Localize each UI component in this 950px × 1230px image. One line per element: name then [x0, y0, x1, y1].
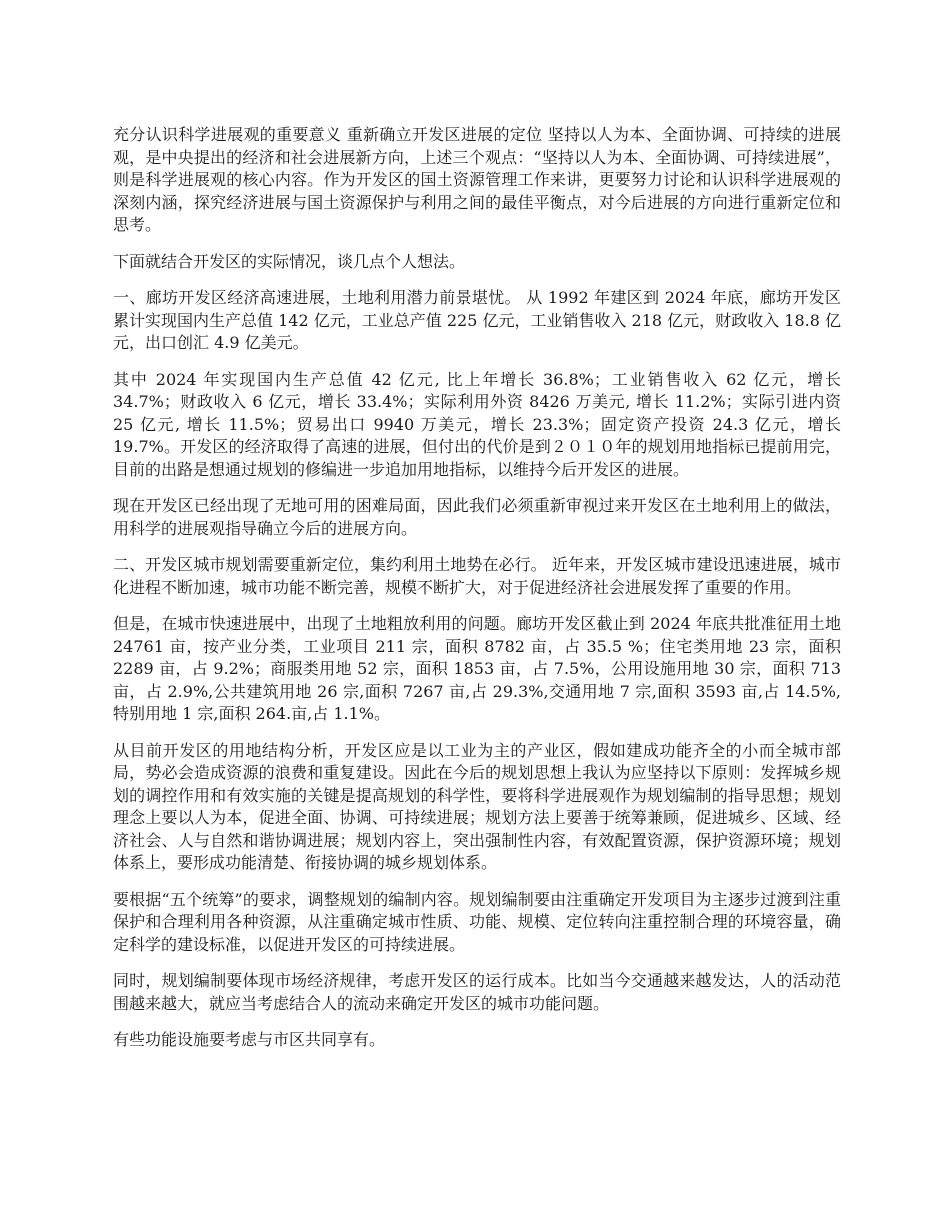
paragraph-five-coordinations: 要根据“五个统筹”的要求，调整规划的编制内容。规划编制要由注重确定开发项目为主逐步过渡到注重保护和合理利用各种资源，从注重确定城市性质、功能、规模、定位转向注重控制合理的环境容量，确定科学的建设标准，以促进开发区的可持续进展。	[113, 889, 841, 954]
paragraph-2024-stats: 其中 2024 年实现国内生产总值 42 亿元, 比上年增长 36.8%；工业销售收入 62 亿元，增长 34.7%；财政收入 6 亿元，增长 33.4%；实际利用外资 8426 万美元, 增长 11.2%；实际引进内资 25 亿元, 增长 11.5%；贸易出口 9940 万美元，增长 23.3%；固定资产投资 24.3 亿元，增长 19.7%。开发区的经济取得了高速的进展，但付出的代价是到２０１０年的规划用地指标已提前用完，目前的出路是想通过规划的修编进一步追加用地指标，以维持今后开发区的进展。	[113, 369, 841, 479]
paragraph-lead-in: 下面就结合开发区的实际情况，谈几点个人想法。	[113, 251, 466, 271]
paragraph-land-shortage: 现在开发区已经出现了无地可用的困难局面，因此我们必须重新审视过来开发区在土地利用上的做法，用科学的进展观指导确立今后的进展方向。	[113, 496, 841, 538]
paragraph-intro: 充分认识科学进展观的重要意义 重新确立开发区进展的定位 坚持以人为本、全面协调、可持续的进展观，是中央提出的经济和社会进展新方向，上述三个观点：“坚持以人为本、全面协调、可持续进展”，则是科学进展观的核心内容。作为开发区的国土资源管理工作来讲，更要努力讨论和认识科学进展观的深刻内涵，探究经济进展与国土资源保护与利用之间的最佳平衡点，对今后进展的方向进行重新定位和思考。	[113, 125, 841, 234]
paragraph-planning-principles: 从目前开发区的用地结构分析，开发区应是以工业为主的产业区，假如建成功能齐全的小而全城市部局，势必会造成资源的浪费和重复建设。因此在今后的规划思想上我认为应坚持以下原则：发挥城乡规划的调控作用和有效实施的关键是提高规划的科学性，要将科学进展观作为规划编制的指导思想；规划理念上要以人为本，促进全面、协调、可持续进展；规划方法上要善于统筹兼顾，促进城乡、区域、经济社会、人与自然和谐协调进展；规划内容上，突出强制性内容，有效配置资源，保护资源环境；规划体系上，要形成功能清楚、衔接协调的城乡规划体系。	[113, 740, 841, 872]
paragraph-market-economy: 同时，规划编制要体现市场经济规律，考虑开发区的运行成本。比如当今交通越来越发达，人的活动范围越来越大，就应当考虑结合人的流动来确定开发区的城市功能问题。	[113, 971, 841, 1013]
paragraph-section-one: 一、廊坊开发区经济高速进展，土地利用潜力前景堪忧。 从 1992 年建区到 2024 年底，廊坊开发区累计实现国内生产总值 142 亿元，工业总产值 225 亿元，工业销售收入 218 亿元，财政收入 18.8 亿元，出口创汇 4.9 亿美元。	[113, 288, 841, 352]
document-body	[113, 124, 841, 1066]
paragraph-land-use-stats: 但是，在城市快速进展中，出现了土地粗放利用的问题。廊坊开发区截止到 2024 年底共批准征用土地 24761 亩，按产业分类，工业项目 211 宗，面积 8782 亩，占 35.5 %；住宅类用地 23 宗，面积 2289 亩，占 9.2%；商服类用地 52 宗，面积 1853 亩，占 7.5%，公用设施用地 30 宗，面积 713 亩，占 2.9%,公共建筑用地 26 宗,面积 7267 亩,占 29.3%,交通用地 7 宗,面积 3593 亩,占 14.5%,特别用地 1 宗,面积 264.亩,占 1.1%。	[113, 614, 841, 723]
paragraph-shared-facilities: 有些功能设施要考虑与市区共同享有。	[113, 1030, 386, 1049]
paragraph-section-two: 二、开发区城市规划需要重新定位，集约利用土地势在必行。 近年来，开发区城市建设迅速进展，城市化进程不断加速，城市功能不断完善，规模不断扩大，对于促进经济社会进展发挥了重要的作用。	[113, 555, 841, 597]
